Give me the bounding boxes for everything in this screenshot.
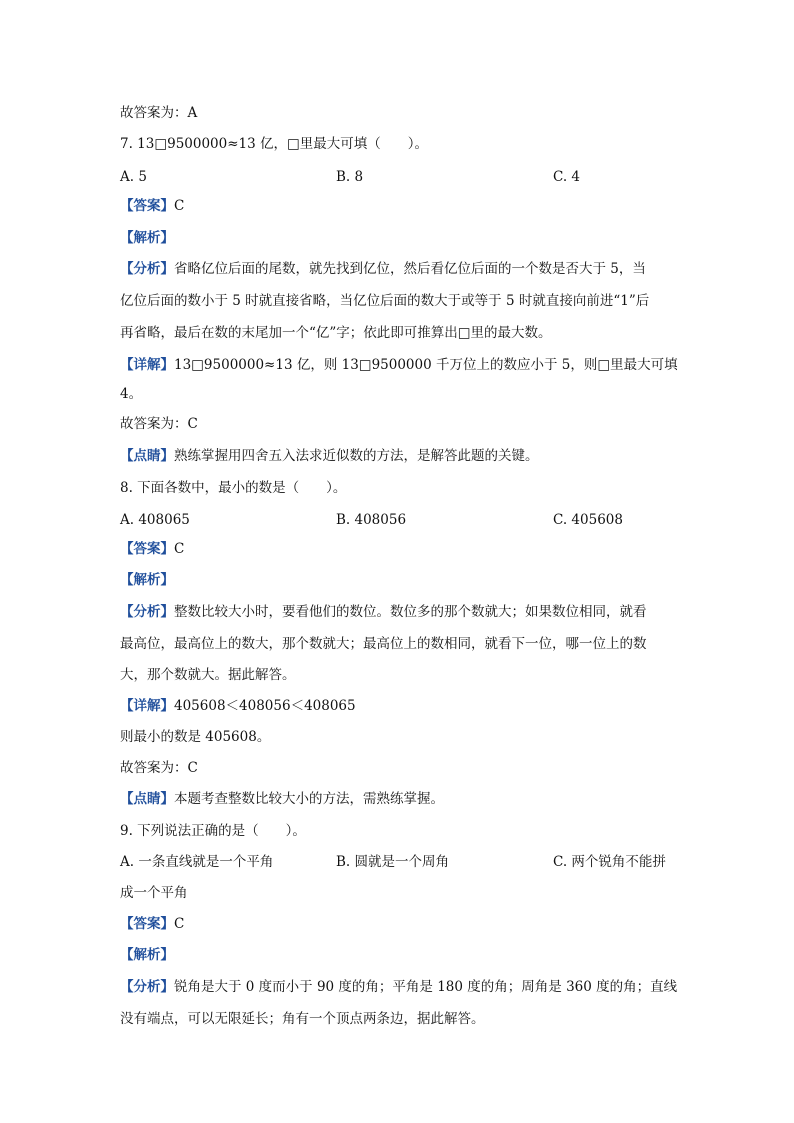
xiangjie-tag: 【详解】 <box>120 698 174 714</box>
q8-dianjing: 【点睛】本题考查整数比较大小的方法，需熟练掌握。 <box>120 791 444 807</box>
q9-stem: 9. 下列说法正确的是（ ）。 <box>120 823 306 839</box>
answer-tag: 【答案】 <box>120 198 174 214</box>
q7-answer-value: C <box>174 198 185 214</box>
q7-fenxi-line-1: 【分析】省略亿位后面的尾数，就先找到亿位，然后看亿位后面的一个数是否大于 5，当 <box>120 261 646 277</box>
analysis-tag: 【解析】 <box>120 230 174 246</box>
q7-fenxi-line-3: 再省略，最后在数的末尾加一个“亿”字；依此即可推算出□里的最大数。 <box>120 325 552 341</box>
q8-option-c: C. 405608 <box>553 512 623 528</box>
answer-tag: 【答案】 <box>120 541 174 557</box>
q8-conclusion: 故答案为：C <box>120 760 198 776</box>
q9-analysis-header <box>120 946 174 964</box>
fenxi-tag: 【分析】 <box>120 261 174 277</box>
q7-xiangjie-line-2: 4。 <box>120 386 143 402</box>
q8-option-a: A. 408065 <box>120 512 190 528</box>
q8-fenxi-line-2: 最高位，最高位上的数大，那个数就大；最高位上的数相同，就看下一位，哪一位上的数 <box>120 636 647 652</box>
q7-option-b: B. 8 <box>336 169 364 185</box>
q7-option-a: A. 5 <box>120 169 147 185</box>
xiangjie-tag: 【详解】 <box>120 357 174 373</box>
analysis-tag: 【解析】 <box>120 572 174 588</box>
dianjing-tag: 【点睛】 <box>120 791 174 807</box>
q9-fenxi-line-2: 没有端点，可以无限延长；角有一个顶点两条边，据此解答。 <box>120 1011 485 1027</box>
q7-option-c: C. 4 <box>553 169 581 185</box>
analysis-tag: 【解析】 <box>120 947 174 963</box>
q9-option-c: C. 两个锐角不能拼 <box>553 854 666 870</box>
q8-xiangjie-line-2: 则最小的数是 405608。 <box>120 729 271 745</box>
previous-conclusion: 故答案为：A <box>120 105 198 121</box>
q8-answer-value: C <box>174 541 185 557</box>
q8-analysis-header <box>120 571 174 589</box>
q7-answer <box>120 197 184 215</box>
q8-fenxi-line-1: 【分析】整数比较大小时，要看他们的数位。数位多的那个数就大；如果数位相同，就看 <box>120 604 647 620</box>
q8-fenxi-line-3: 大，那个数就大。据此解答。 <box>120 667 296 683</box>
q9-option-c-continued: 成一个平角 <box>120 885 188 901</box>
q7-fenxi-line-2: 亿位后面的数小于 5 时就直接省略，当亿位后面的数大于或等于 5 时就直接向前进“1”后 <box>120 293 650 309</box>
q7-dianjing: 【点睛】熟练掌握用四舍五入法求近似数的方法，是解答此题的关键。 <box>120 448 539 464</box>
q8-option-b: B. 408056 <box>336 512 407 528</box>
q7-xiangjie-line-1: 【详解】13□9500000≈13 亿，则 13□9500000 千万位上的数应小于 5，则□里最大可填 <box>120 357 678 373</box>
q7-analysis-header <box>120 229 174 247</box>
fenxi-tag: 【分析】 <box>120 979 174 995</box>
fenxi-tag: 【分析】 <box>120 604 174 620</box>
dianjing-tag: 【点睛】 <box>120 448 174 464</box>
q8-stem: 8. 下面各数中，最小的数是（ ）。 <box>120 480 347 496</box>
q9-option-a: A. 一条直线就是一个平角 <box>120 854 274 870</box>
answer-tag: 【答案】 <box>120 916 174 932</box>
q8-xiangjie-line-1: 【详解】405608＜408056＜408065 <box>120 698 356 714</box>
q7-stem: 7. 13□9500000≈13 亿，□里最大可填（ ）。 <box>120 136 429 152</box>
q9-answer <box>120 915 184 933</box>
q9-option-b: B. 圆就是一个周角 <box>336 854 450 870</box>
q8-answer <box>120 540 184 558</box>
q9-fenxi-line-1: 【分析】锐角是大于 0 度而小于 90 度的角；平角是 180 度的角；周角是 360 度的角；直线 <box>120 979 678 995</box>
q9-answer-value: C <box>174 916 185 932</box>
q7-conclusion: 故答案为：C <box>120 416 198 432</box>
